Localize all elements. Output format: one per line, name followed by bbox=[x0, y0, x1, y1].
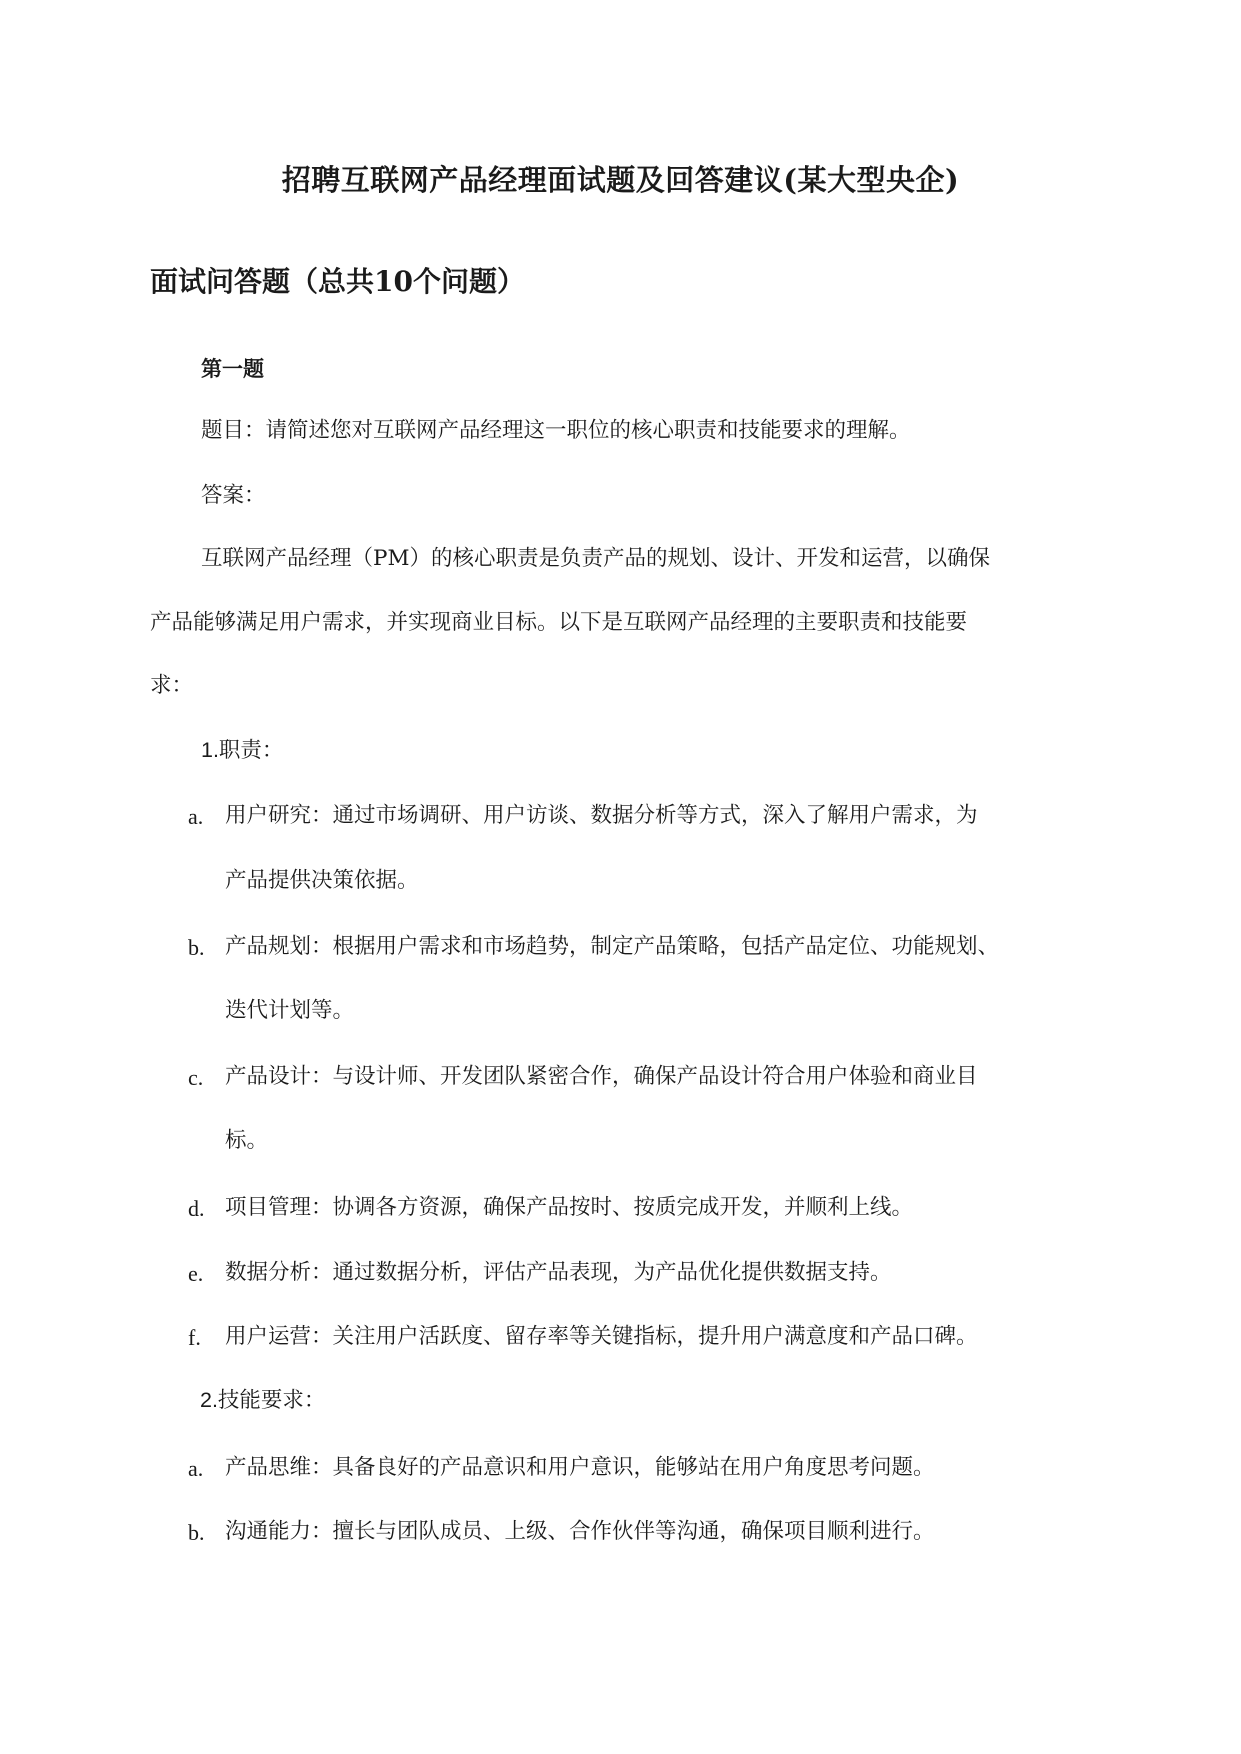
list-marker: a. bbox=[188, 804, 204, 829]
responsibilities-heading: 1.职责： bbox=[201, 738, 284, 762]
list-item-text: 数据分析：通过数据分析，评估产品表现，为产品优化提供数据支持。 bbox=[225, 1260, 892, 1285]
document-title: 招聘互联网产品经理面试题及回答建议(某大型央企) bbox=[281, 163, 960, 197]
list-item-text: 沟通能力：擅长与团队成员、上级、合作伙伴等沟通，确保项目顺利进行。 bbox=[225, 1519, 935, 1544]
list-item-text: 产品规划：根据用户需求和市场趋势，制定产品策略，包括产品定位、功能规划、 bbox=[225, 934, 1000, 959]
list-marker: e. bbox=[188, 1261, 204, 1286]
list-marker: c. bbox=[188, 1065, 204, 1090]
answer-intro-line: 互联网产品经理（PM）的核心职责是负责产品的规划、设计、开发和运营，以确保 bbox=[201, 546, 990, 571]
list-item-text: 用户研究：通过市场调研、用户访谈、数据分析等方式，深入了解用户需求，为 bbox=[225, 803, 978, 828]
list-item-text: 产品提供决策依据。 bbox=[225, 868, 419, 893]
list-marker: f. bbox=[188, 1325, 201, 1350]
list-item-text: 项目管理：协调各方资源，确保产品按时、按质完成开发，并顺利上线。 bbox=[225, 1195, 914, 1220]
list-marker: b. bbox=[188, 1520, 205, 1545]
list-marker: b. bbox=[188, 935, 205, 960]
answer-intro-line: 求： bbox=[150, 673, 194, 698]
answer-intro-line: 产品能够满足用户需求，并实现商业目标。以下是互联网产品经理的主要职责和技能要 bbox=[150, 610, 968, 635]
list-item-text: 用户运营：关注用户活跃度、留存率等关键指标，提升用户满意度和产品口碑。 bbox=[225, 1324, 978, 1349]
skills-heading: 2.技能要求： bbox=[200, 1388, 326, 1412]
question-prompt: 题目：请简述您对互联网产品经理这一职位的核心职责和技能要求的理解。 bbox=[201, 418, 911, 443]
question-heading: 第一题 bbox=[201, 356, 264, 381]
list-item-text: 迭代计划等。 bbox=[225, 998, 355, 1023]
list-item-text: 产品思维：具备良好的产品意识和用户意识，能够站在用户角度思考问题。 bbox=[225, 1455, 935, 1480]
list-marker: d. bbox=[188, 1196, 205, 1221]
list-marker: a. bbox=[188, 1456, 204, 1481]
list-item-text: 标。 bbox=[225, 1128, 269, 1153]
section-heading: 面试问答题（总共10个问题） bbox=[150, 265, 525, 298]
list-item-text: 产品设计：与设计师、开发团队紧密合作，确保产品设计符合用户体验和商业目 bbox=[225, 1064, 978, 1089]
answer-label: 答案： bbox=[201, 483, 266, 508]
